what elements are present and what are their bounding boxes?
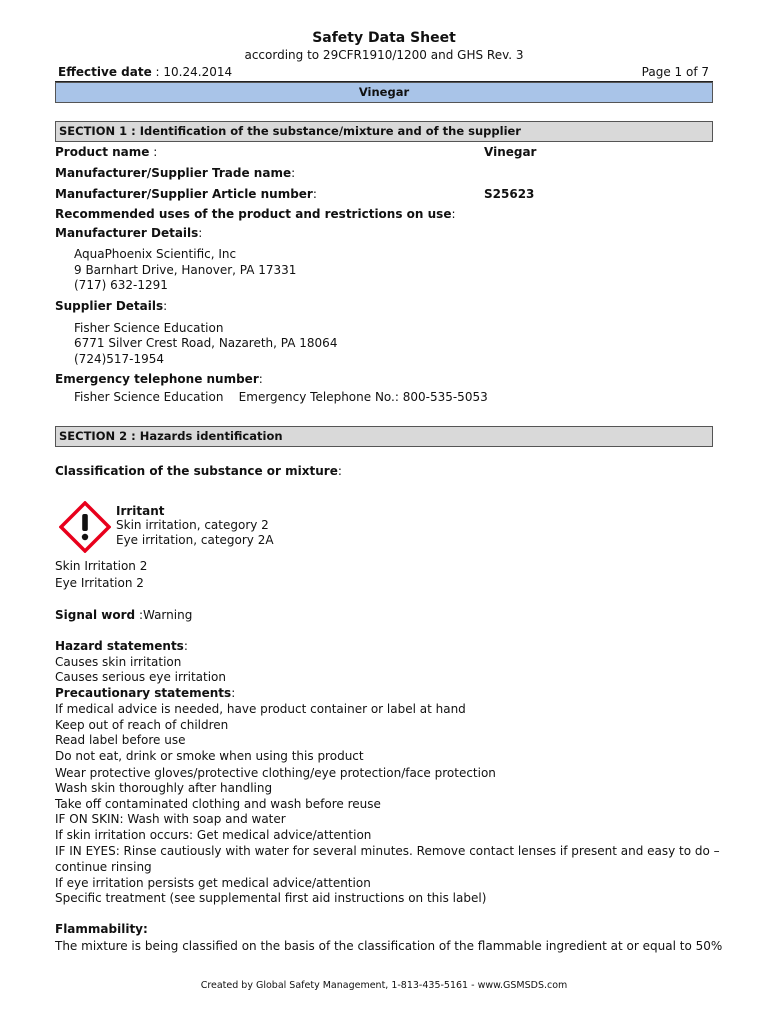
product-name-sep: : — [149, 145, 158, 159]
recommended-uses-row — [55, 207, 456, 221]
colon: : — [337, 464, 342, 478]
precaution-line: If skin irritation occurs: Get medical advice/attention — [55, 828, 372, 842]
colon: : — [291, 166, 296, 180]
precaution-line: Keep out of reach of children — [55, 718, 229, 732]
manufacturer-line: (717) 632-1291 — [74, 278, 168, 292]
colon: : — [258, 372, 263, 386]
classification-row — [55, 464, 342, 478]
precautionary-statements-row — [55, 686, 235, 700]
supplier-line: 6771 Silver Crest Road, Nazareth, PA 18064 — [74, 336, 338, 350]
section-1-header: SECTION 1 : Identification of the substance/mixture and of the supplier — [55, 121, 713, 142]
classification-label: Classification of the substance or mixture — [55, 464, 338, 478]
section-2-header: SECTION 2 : Hazards identification — [55, 426, 713, 447]
hazard-statements-label: Hazard statements — [55, 639, 184, 653]
supplier-details-label: Supplier Details — [55, 299, 164, 313]
manufacturer-line: AquaPhoenix Scientific, Inc — [74, 247, 237, 261]
product-name-value: Vinegar — [484, 145, 537, 159]
pictogram-title: Irritant — [116, 504, 165, 518]
product-name-label: Product name — [55, 145, 150, 159]
flammability-text: The mixture is being classified on the basis of the classification of the flammable ingredient at or equal to 50% — [55, 939, 723, 953]
article-number-value: S25623 — [484, 187, 535, 201]
precaution-line: IF ON SKIN: Wash with soap and water — [55, 812, 286, 826]
supplier-line: Fisher Science Education — [74, 321, 224, 335]
precaution-line: Read label before use — [55, 733, 186, 747]
hazard-statement: Causes skin irritation — [55, 655, 182, 669]
colon: : — [183, 639, 188, 653]
precautionary-statements-label: Precautionary statements — [55, 686, 232, 700]
hazard-class: Skin Irritation 2 — [55, 559, 148, 573]
article-number-label: Manufacturer/Supplier Article number — [55, 187, 313, 201]
pictogram-line: Skin irritation, category 2 — [116, 518, 269, 532]
precaution-line: Wear protective gloves/protective clothing/eye protection/face protection — [55, 766, 496, 780]
signal-word-label: Signal word — [55, 608, 136, 622]
exclamation-diamond-icon — [59, 501, 111, 553]
document-subtitle: according to 29CFR1910/1200 and GHS Rev. 3 — [244, 48, 524, 62]
trade-name-row — [55, 166, 295, 180]
emergency-phone-line: Fisher Science Education Emergency Telephone No.: 800-535-5053 — [74, 390, 488, 404]
document-title: Safety Data Sheet — [312, 30, 456, 46]
precaution-line: continue rinsing — [55, 860, 152, 874]
colon: : — [198, 226, 203, 240]
precaution-line: Take off contaminated clothing and wash before reuse — [55, 797, 381, 811]
precaution-line: Specific treatment (see supplemental first aid instructions on this label) — [55, 891, 487, 905]
product-band: Vinegar — [55, 82, 713, 103]
manufacturer-details-row — [55, 226, 202, 240]
colon: : — [312, 187, 317, 201]
page-number: Page 1 of 7 — [641, 65, 709, 79]
colon: : — [231, 686, 236, 700]
signal-word-value: :Warning — [135, 608, 193, 622]
effective-date — [58, 65, 232, 79]
hazard-class: Eye Irritation 2 — [55, 576, 144, 590]
page-footer: Created by Global Safety Management, 1-813-435-5161 - www.GSMSDS.com — [200, 980, 568, 991]
hazard-statement: Causes serious eye irritation — [55, 670, 227, 684]
emergency-phone-label: Emergency telephone number — [55, 372, 259, 386]
colon: : — [163, 299, 168, 313]
precaution-line: If medical advice is needed, have product container or label at hand — [55, 702, 466, 716]
flammability-label: Flammability: — [55, 922, 148, 936]
supplier-details-row — [55, 299, 167, 313]
colon: : — [451, 207, 456, 221]
manufacturer-line: 9 Barnhart Drive, Hanover, PA 17331 — [74, 263, 297, 277]
trade-name-label: Manufacturer/Supplier Trade name — [55, 166, 292, 180]
hazard-statements-row — [55, 639, 188, 653]
precaution-line: Wash skin thoroughly after handling — [55, 781, 273, 795]
signal-word-row — [55, 608, 192, 622]
product-name-row — [55, 145, 157, 159]
pictogram-line: Eye irritation, category 2A — [116, 533, 274, 547]
precaution-line: If eye irritation persists get medical advice/attention — [55, 876, 371, 890]
effective-date-value: : 10.24.2014 — [151, 65, 233, 79]
manufacturer-details-label: Manufacturer Details — [55, 226, 199, 240]
article-number-row — [55, 187, 317, 201]
effective-date-label: Effective date — [58, 65, 152, 79]
supplier-line: (724)517-1954 — [74, 352, 165, 366]
precaution-line: IF IN EYES: Rinse cautiously with water for several minutes. Remove contact lenses if present and easy to do – — [55, 844, 720, 858]
emergency-phone-row — [55, 372, 263, 386]
precaution-line: Do not eat, drink or smoke when using this product — [55, 749, 364, 763]
recommended-uses-label: Recommended uses of the product and restrictions on use — [55, 207, 452, 221]
